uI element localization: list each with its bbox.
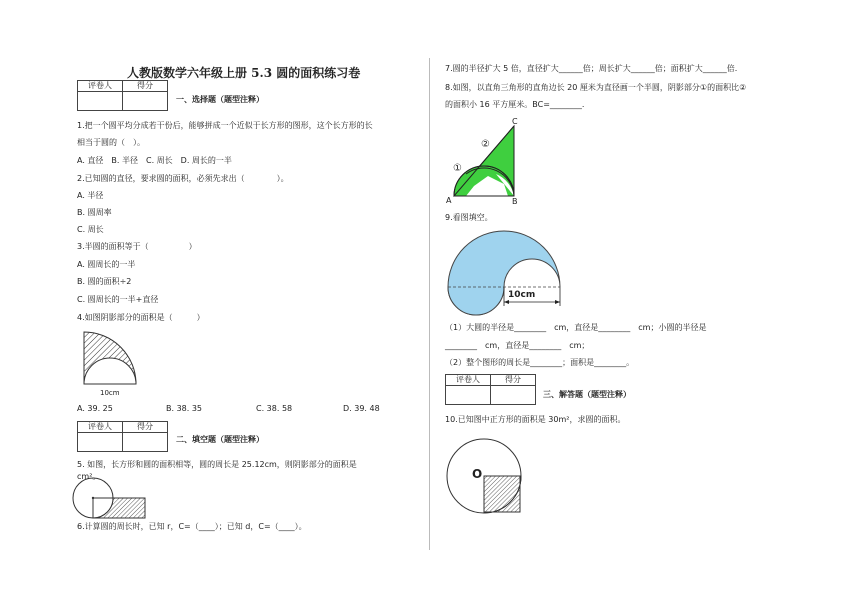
question-6: 6.计算圆的周长时，已知 r，C=（____）；已知 d，C=（____）。: [77, 522, 307, 531]
question-2-stem: 2.已知圆的直径，要求圆的面积，必须先求出（ ）。: [77, 174, 289, 183]
score-cell: [491, 386, 536, 405]
question-9-part1-line2: ________ cm，直径是________ cm；: [445, 341, 590, 350]
quarter-circle-figure: [80, 330, 142, 388]
question-1-line1: 1.把一个圆平均分成若干份后，能够拼成一个近似于长方形的图形，这个长方形的长: [77, 121, 373, 130]
score-box: [77, 80, 168, 111]
question-1-options: A. 直径 B. 半径 C. 周长 D. 周长的一半: [77, 156, 232, 165]
triangle-semicircle-figure: [442, 114, 532, 208]
label-region-2: ②: [481, 139, 490, 150]
question-5-line2: cm²。: [77, 472, 101, 481]
label-c: C: [512, 117, 518, 126]
question-2-option-b: B. 圆周率: [77, 208, 112, 217]
page-title: 人教版数学六年级上册 5.3 圆的面积练习卷: [127, 66, 361, 80]
question-3-option-a: A. 圆周长的一半: [77, 260, 136, 269]
score-box: [77, 421, 168, 452]
score-cell: [123, 433, 168, 452]
reviewer-cell: [78, 92, 123, 111]
column-divider: [429, 58, 430, 550]
reviewer-label: 评卷人: [78, 422, 123, 433]
label-region-1: ①: [453, 163, 462, 174]
section-heading-solve: 三、解答题（题型注释）: [543, 390, 631, 399]
question-4-option-b: B. 38. 35: [166, 404, 203, 413]
question-8-line2: 的面积小 16 平方厘米。BC=________.: [445, 100, 585, 109]
reviewer-cell: [446, 386, 491, 405]
score-label: 得分: [123, 422, 168, 433]
label-a: A: [446, 196, 452, 205]
question-8-line1: 8.如图，以直角三角形的直角边长 20 厘米为直径画一个半圆，阴影部分①的面积比②: [445, 83, 747, 92]
question-7: 7.圆的半径扩大 5 倍，直径扩大______倍；周长扩大______倍；面积扩大______倍.: [445, 64, 738, 73]
label-o: O: [472, 467, 483, 481]
circle-square-figure: [446, 432, 548, 534]
question-5-line1: 5. 如图，长方形和圆的面积相等，圆的周长是 25.12cm，则阴影部分的面积是: [77, 460, 357, 469]
question-3-option-b: B. 圆的面积÷2: [77, 277, 132, 286]
figure-4-label: 10cm: [100, 389, 120, 397]
section-heading-choice: 一、选择题（题型注释）: [176, 95, 264, 104]
label-b: B: [512, 197, 518, 206]
question-4-stem: 4.如图阴影部分的面积是（ ）: [77, 313, 205, 322]
reviewer-cell: [78, 433, 123, 452]
question-9-part2: （2）整个图形的周长是________；面积是________。: [445, 358, 635, 367]
score-label: 得分: [491, 375, 536, 386]
reviewer-label: 评卷人: [78, 81, 123, 92]
question-4-option-a: A. 39. 25: [77, 404, 113, 413]
score-box: [445, 374, 536, 405]
crescent-figure: [446, 230, 568, 320]
question-2-option-c: C. 周长: [77, 225, 104, 234]
question-4-option-d: D. 39. 48: [343, 404, 380, 413]
question-4-option-c: C. 38. 58: [256, 404, 293, 413]
score-cell: [123, 92, 168, 111]
rectangle-circle-figure: [82, 484, 148, 520]
figure-9-label: 10cm: [508, 290, 536, 300]
question-2-option-a: A. 半径: [77, 191, 104, 200]
question-1-line2: 相当于圆的（ ）。: [77, 138, 145, 147]
question-3-option-c: C. 圆周长的一半+直径: [77, 295, 159, 304]
reviewer-label: 评卷人: [446, 375, 491, 386]
section-heading-fill: 二、填空题（题型注释）: [176, 435, 264, 444]
score-label: 得分: [123, 81, 168, 92]
question-10: 10.已知图中正方形的面积是 30m²，求圆的面积。: [445, 415, 626, 424]
question-3-stem: 3.半圆的面积等于（ ）: [77, 242, 197, 251]
question-9-stem: 9.看图填空。: [445, 213, 493, 222]
question-9-part1-line1: （1）大圆的半径是________ cm，直径是________ cm；小圆的半径是: [445, 323, 707, 332]
